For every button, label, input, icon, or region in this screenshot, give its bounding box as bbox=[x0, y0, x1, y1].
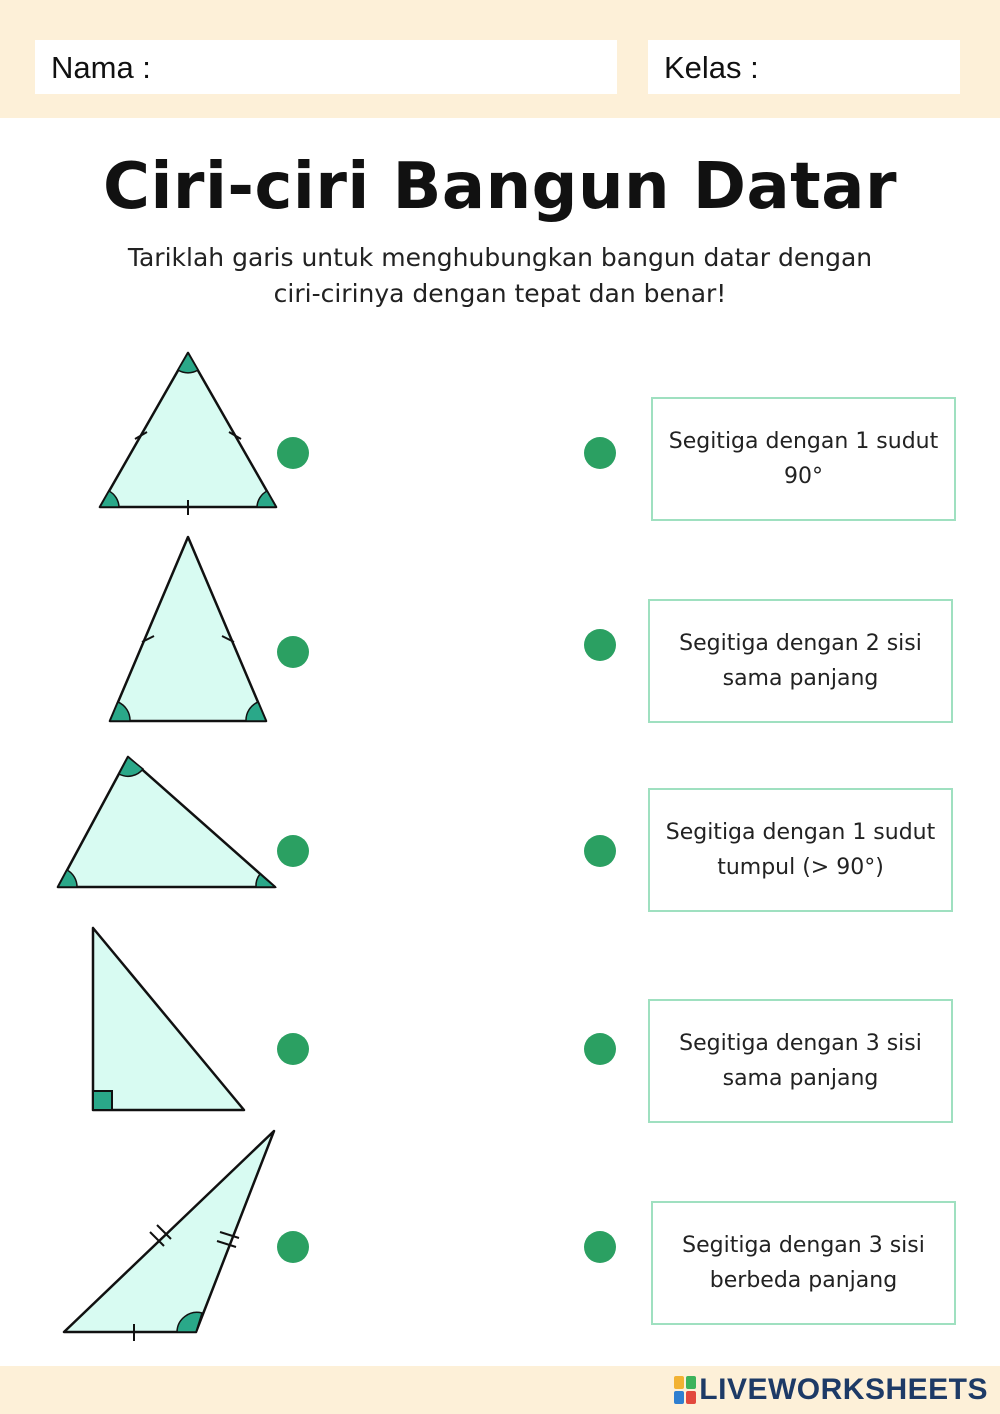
liveworksheets-logo[interactable] bbox=[674, 1373, 988, 1407]
description-box-1[interactable] bbox=[651, 397, 956, 521]
class-label: Kelas : bbox=[664, 50, 759, 85]
left-dot-5[interactable] bbox=[277, 1231, 309, 1263]
angle-mark bbox=[256, 874, 275, 887]
description-box-2[interactable] bbox=[648, 599, 953, 723]
description-3-line-2: tumpul (> 90°) bbox=[717, 855, 884, 880]
right-angle-mark bbox=[93, 1091, 112, 1110]
description-4-line-2: sama panjang bbox=[722, 1066, 879, 1091]
right-dot-1[interactable] bbox=[584, 437, 616, 469]
description-box-4[interactable] bbox=[648, 999, 953, 1123]
description-2-line-1: Segitiga dengan 2 sisi bbox=[679, 631, 922, 656]
acute-scalene-triangle bbox=[58, 757, 275, 887]
description-1-line-2: 90° bbox=[783, 464, 823, 489]
instructions-line-1: Tariklah garis untuk menghubungkan bangun datar dengan bbox=[127, 243, 873, 272]
instructions-line-2: ciri-cirinya dengan tepat dan benar! bbox=[273, 279, 727, 308]
brand-name: LIVEWORKSHEETS bbox=[699, 1373, 988, 1406]
right-dot-3[interactable] bbox=[584, 835, 616, 867]
left-dot-1[interactable] bbox=[277, 437, 309, 469]
obtuse-triangle bbox=[64, 1131, 274, 1341]
right-dot-5[interactable] bbox=[584, 1231, 616, 1263]
description-4-line-1: Segitiga dengan 3 sisi bbox=[679, 1031, 922, 1056]
angle-mark bbox=[119, 757, 143, 776]
description-box-5[interactable] bbox=[651, 1201, 956, 1325]
description-5-line-1: Segitiga dengan 3 sisi bbox=[682, 1233, 925, 1258]
description-1-line-1: Segitiga dengan 1 sudut bbox=[668, 429, 939, 454]
right-dot-4[interactable] bbox=[584, 1033, 616, 1065]
description-box-3[interactable] bbox=[648, 788, 953, 912]
page-title: Ciri-ciri Bangun Datar bbox=[102, 150, 898, 224]
left-dot-2[interactable] bbox=[277, 636, 309, 668]
name-label: Nama : bbox=[51, 50, 151, 85]
description-3-line-1: Segitiga dengan 1 sudut bbox=[665, 820, 936, 845]
isosceles-triangle bbox=[110, 537, 266, 721]
liveworksheets-logo-icon bbox=[674, 1376, 696, 1404]
description-5-line-2: berbeda panjang bbox=[709, 1268, 898, 1293]
equilateral-triangle bbox=[100, 353, 276, 515]
right-triangle bbox=[93, 928, 244, 1110]
left-dot-4[interactable] bbox=[277, 1033, 309, 1065]
description-2-line-2: sama panjang bbox=[722, 666, 879, 691]
right-dot-2[interactable] bbox=[584, 629, 616, 661]
left-dot-3[interactable] bbox=[277, 835, 309, 867]
